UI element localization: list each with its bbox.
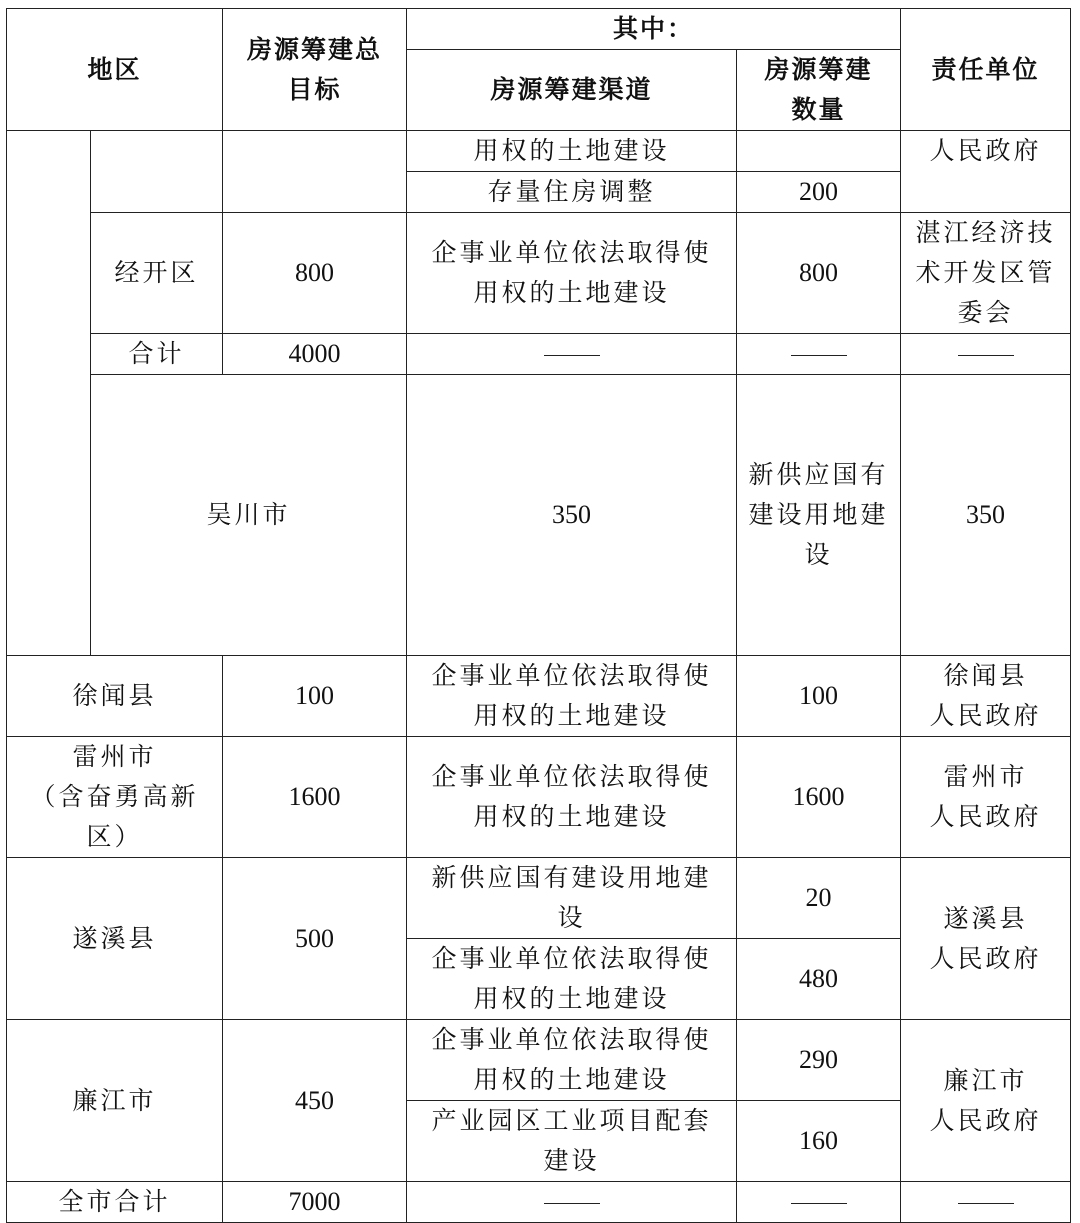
table-row <box>7 737 1071 858</box>
channel-cell: 新供应国有建设用地建 设 <box>407 858 737 939</box>
target-cell: 100 <box>223 656 407 737</box>
target-cell: 450 <box>223 1020 407 1182</box>
header-row-1 <box>7 9 1071 50</box>
region-name-cell: 遂溪县 <box>7 858 223 1020</box>
channel-cell: 企事业单位依法取得使 用权的土地建设 <box>407 656 737 737</box>
dash-placeholder <box>791 1203 847 1204</box>
target-cell: 350 <box>407 375 737 656</box>
quantity-cell <box>737 1182 901 1223</box>
responsible-unit-cell: 人民政府 <box>901 131 1071 213</box>
header-responsible-unit: 责任单位 <box>901 9 1071 131</box>
channel-cell: 企事业单位依法取得使 用权的土地建设 <box>407 939 737 1020</box>
region-name-cell: 全市合计 <box>7 1182 223 1223</box>
dash-placeholder <box>544 1203 600 1204</box>
target-cell: 7000 <box>223 1182 407 1223</box>
channel-cell: 新供应国有建设用地建 设 <box>737 375 901 656</box>
table-row <box>7 131 1071 172</box>
region-group-cell <box>7 131 91 656</box>
quantity-cell: 290 <box>737 1020 901 1101</box>
region-name-cell: 徐闻县 <box>7 656 223 737</box>
table-row <box>7 858 1071 939</box>
header-region: 地区 <box>7 9 223 131</box>
target-cell: 800 <box>223 213 407 334</box>
channel-cell: 企事业单位依法取得使 用权的土地建设 <box>407 213 737 334</box>
quantity-cell: 480 <box>737 939 901 1020</box>
grand-total-row <box>7 1182 1071 1223</box>
target-cell: 1600 <box>223 737 407 858</box>
channel-cell: 企事业单位依法取得使 用权的土地建设 <box>407 737 737 858</box>
dash-placeholder <box>544 355 600 356</box>
quantity-cell: 800 <box>737 213 901 334</box>
table-row <box>7 213 1071 334</box>
region-name-cell: 经开区 <box>91 213 223 334</box>
target-cell <box>223 131 407 213</box>
region-name-cell: 廉江市 <box>7 1020 223 1182</box>
channel-cell <box>407 334 737 375</box>
header-of-which: 其中： <box>407 9 901 50</box>
responsible-unit-cell <box>901 334 1071 375</box>
header-target: 房源筹建总 目标 <box>223 9 407 131</box>
region-name-cell: 合计 <box>91 334 223 375</box>
responsible-unit-cell: 湛江经济技 术开发区管 委会 <box>901 213 1071 334</box>
table-row <box>7 1020 1071 1101</box>
header-quantity: 房源筹建 数量 <box>737 50 901 131</box>
channel-cell: 产业园区工业项目配套 建设 <box>407 1101 737 1182</box>
responsible-unit-cell: 遂溪县 人民政府 <box>901 858 1071 1020</box>
subregion-cell <box>91 131 223 213</box>
region-name-cell: 雷州市 （含奋勇高新 区） <box>7 737 223 858</box>
subtotal-row <box>7 334 1071 375</box>
quantity-cell: 1600 <box>737 737 901 858</box>
header-channel: 房源筹建渠道 <box>407 50 737 131</box>
quantity-cell: 200 <box>737 172 901 213</box>
quantity-cell: 350 <box>901 375 1071 656</box>
quantity-cell: 20 <box>737 858 901 939</box>
target-cell: 4000 <box>223 334 407 375</box>
channel-cell: 企事业单位依法取得使 用权的土地建设 <box>407 1020 737 1101</box>
dash-placeholder <box>958 355 1014 356</box>
responsible-unit-cell: 雷州市 人民政府 <box>901 737 1071 858</box>
quantity-cell <box>737 131 901 172</box>
channel-cell: 存量住房调整 <box>407 172 737 213</box>
responsible-unit-cell: 廉江市 人民政府 <box>901 1020 1071 1182</box>
table-row <box>7 375 1071 656</box>
region-name-cell: 吴川市 <box>91 375 407 656</box>
housing-allocation-table <box>6 8 1071 1223</box>
quantity-cell: 100 <box>737 656 901 737</box>
dash-placeholder <box>791 355 847 356</box>
responsible-unit-cell: 徐闻县 人民政府 <box>901 656 1071 737</box>
quantity-cell <box>737 334 901 375</box>
dash-placeholder <box>958 1203 1014 1204</box>
table-row <box>7 656 1071 737</box>
quantity-cell: 160 <box>737 1101 901 1182</box>
channel-cell <box>407 1182 737 1223</box>
channel-cell: 用权的土地建设 <box>407 131 737 172</box>
responsible-unit-cell <box>901 1182 1071 1223</box>
target-cell: 500 <box>223 858 407 1020</box>
